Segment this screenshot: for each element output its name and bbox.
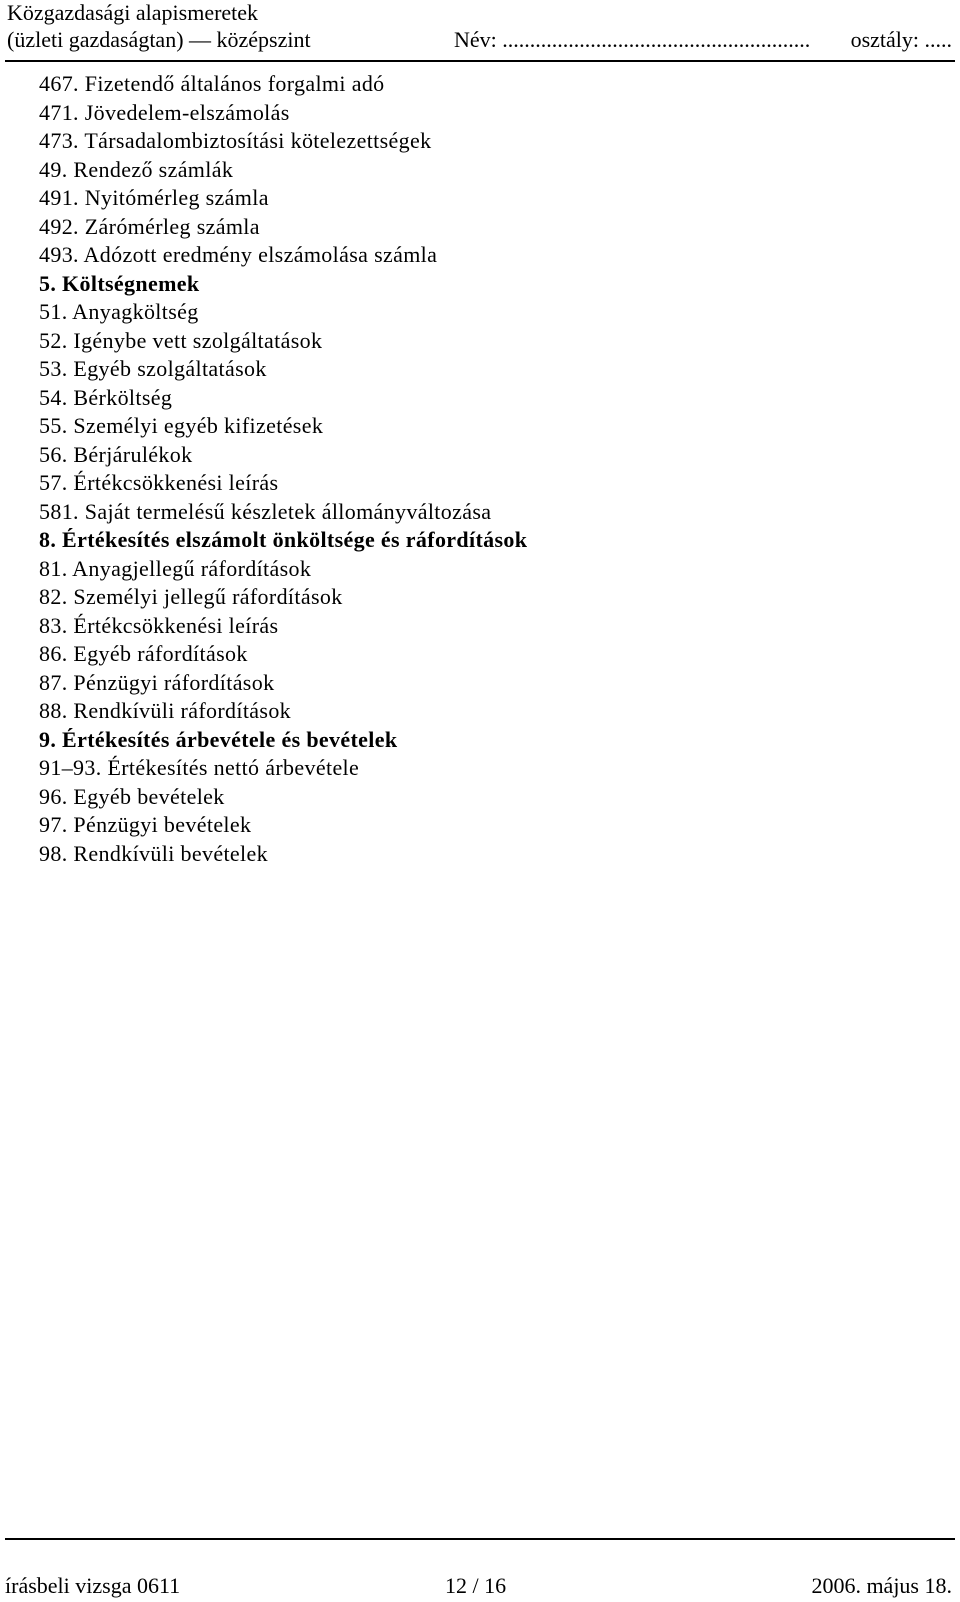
account-item: 57. Értékcsökkenési leírás (39, 470, 279, 495)
account-item: 56. Bérjárulékok (39, 441, 193, 467)
page-number: 12 / 16 (445, 1573, 507, 1598)
account-item: 473. Társadalombiztosítási kötelezettségek (39, 128, 432, 153)
account-item: 87. Pénzügyi ráfordítások (39, 669, 275, 695)
exam-date: 2006. május 18. (811, 1573, 952, 1598)
name-field: Név: ........................................................ (454, 27, 811, 52)
account-item: 53. Egyéb szolgáltatások (39, 356, 267, 381)
account-item: 51. Anyagköltség (39, 299, 199, 324)
account-item: 52. Igénybe vett szolgáltatások (39, 327, 323, 353)
account-list (39, 70, 939, 868)
account-item: 98. Rendkívüli bevételek (39, 840, 268, 866)
account-item: 54. Bérköltség (39, 384, 173, 410)
page-header (5, 0, 955, 62)
class-field: osztály: ..... (850, 27, 952, 52)
account-item: 86. Egyéb ráfordítások (39, 641, 248, 666)
account-item: 491. Nyitómérleg számla (39, 185, 269, 210)
account-item: 581. Saját termelésű készletek állományváltozása (39, 498, 492, 524)
account-item: 81. Anyagjellegű ráfordítások (39, 555, 312, 581)
account-item: 493. Adózott eredmény elszámolása számla (39, 242, 438, 267)
account-item: 97. Pénzügyi bevételek (39, 812, 252, 837)
account-item: 83. Értékcsökkenési leírás (39, 612, 279, 638)
exam-code: írásbeli vizsga 0611 (5, 1573, 181, 1598)
account-group-heading: 9. Értékesítés árbevétele és bevételek (39, 726, 398, 752)
header-subtitle: (üzleti gazdaságtan) — középszint (7, 27, 311, 52)
account-item: 55. Személyi egyéb kifizetések (39, 413, 324, 438)
page-footer (5, 1538, 955, 1602)
header-title: Közgazdasági alapismeretek (7, 0, 259, 25)
account-item: 88. Rendkívüli ráfordítások (39, 698, 292, 723)
account-item: 91–93. Értékesítés nettó árbevétele (39, 755, 360, 780)
account-item: 492. Zárómérleg számla (39, 213, 260, 239)
account-item: 49. Rendező számlák (39, 156, 234, 182)
account-item: 96. Egyéb bevételek (39, 783, 225, 809)
account-item: 471. Jövedelem-elszámolás (39, 99, 290, 125)
account-item: 467. Fizetendő általános forgalmi adó (39, 71, 385, 96)
account-group-heading: 5. Költségnemek (39, 270, 200, 296)
account-item: 82. Személyi jellegű ráfordítások (39, 584, 343, 609)
account-group-heading: 8. Értékesítés elszámolt önköltsége és ráfordítások (39, 527, 528, 552)
